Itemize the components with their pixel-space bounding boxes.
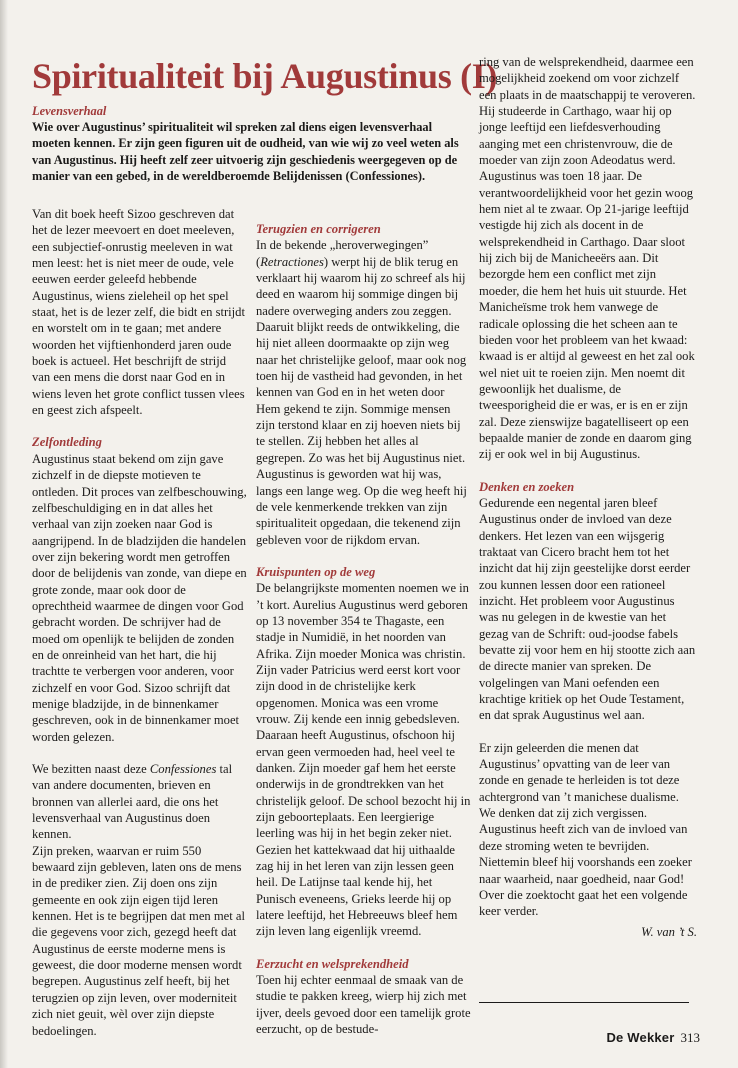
paragraph: [256, 237, 471, 548]
section-heading-kruispunten: Kruispunten op de weg: [256, 564, 376, 579]
page-edge-shadow: [0, 0, 8, 1068]
page-footer: [560, 1030, 700, 1046]
paragraph: Augustinus staat bekend om zijn gave zichzelf in de diepste motieven te ontleden. Dit proces van zelfbeschouwing, zelfbeschuldiging en in dat alles het verhaal van zijn zoeken naar God is aangrijpend. In de bladzijden die handelen over zijn bekering wordt men getroffen door de belijdenis van zonde, van diepe en grote zonde, maar ook door de oprechtheid waarmee de dingen voor God gebracht worden. De schrijver had de moed om openlijk te belijden de zonden en de onreinheid van het hart, die hij trachtte te verbergen voor anderen, voor zichzelf en voor God. Sizoo schrijft dat menige bladzijde, in de binnenkamer geschreven, ook in de binnenkamer moet worden gelezen.: [32, 451, 247, 744]
paragraph: Toen hij echter eenmaal de smaak van de studie te pakken kreeg, wierp hij zich met ijver, deels gevoed door een tamelijk grote eerzucht, op de bestude-: [256, 973, 471, 1037]
column-1: [32, 206, 247, 1055]
paragraph: Zijn preken, waarvan er ruim 550 bewaard zijn gebleven, laten ons de mens in de prediker zien. Zij doen ons zijn gemeente en ook zijn eigen tijd leren kennen. Het is te begrijpen dat men met al die gegevens voor zich, gezegd heeft dat Augustinus de eerste moderne mens is geweest, die door moderne mensen wordt begrepen. Augustinus zelf heeft, bij het terugzien op zijn leven, over moderniteit zich niet geuit, wèl over zijn diepste bedoelingen.: [32, 843, 245, 1038]
italic-title: Retractiones: [260, 254, 324, 269]
paragraph: Van dit boek heeft Sizoo geschreven dat het de lezer meevoert en doet meeleven, een subjectief-onrustig meeleven in wat men leest: het is niet meer de oude, vele eeuwen eerder geleefd hebbende Augustinus, wiens zieleheil op het spel staat, het is de lezer zelf, die bidt en strijdt en worstelt om in te gaan; met andere woorden het vijftienhonderd jaren oude boek is actueel. Het beschrijft de strijd van een mens die dorst naar God en in wiens leven het grote conflict tussen vlees en geest zich afspeelt.: [32, 207, 245, 418]
magazine-name: De Wekker: [606, 1030, 675, 1045]
section-heading-denken: Denken en zoeken: [479, 479, 575, 494]
text-run: We bezitten naast deze: [32, 762, 150, 776]
column-2: [256, 221, 471, 1054]
paragraph: [32, 761, 247, 843]
column-3: [479, 54, 697, 940]
author-signature: W. van ’t S.: [641, 924, 697, 939]
page-number: 313: [680, 1030, 700, 1045]
italic-title: Confessiones: [149, 762, 217, 776]
footer-rule: [479, 1002, 689, 1003]
section-heading-zelfontleding: Zelfontleding: [32, 435, 102, 450]
paragraph: Gedurende een negental jaren bleef Augustinus onder de invloed van deze denkers. Het lezen van een wijsgerig traktaat van Cicero bracht hem tot het inzicht dat hij zijn geestelijke dorst eerder zou kunnen lessen door een rationeel inzicht. Het probleem voor Augustinus was nu gelegen in de kwestie van het gezag van de Schrift: oud-joodse fabels bevatte zij voor hem en hij stootte zich aan de directe manier van spreken. De volgelingen van Mani oefenden een krachtige kritiek op het Oude Testament, en dat sprak Augustinus wel aan.: [479, 495, 696, 723]
paragraph: De belangrijkste momenten noemen we in ’t kort. Aurelius Augustinus werd geboren op 13 november 354 te Thagaste, een stadje in Numidië, in het noorden van Afrika. Zijn moeder Monica was christin. Zijn vader Patricius werd eerst kort voor zijn dood in de christelijke kerk opgenomen. Monica was een vrome vrouw. Zij kende een innig gebedsleven. Daaraan heeft Augustinus, ofschoon hij ervan geen vermoeden had, heel veel te danken. Zijn moeder gaf hem het eerste onderwijs in de grondtrekken van het christelijk geloof. De school bezocht hij in zijn geboorteplaats. Een leergierige leerling was hij in het begin zeker niet. Gezien het kattekwaad dat hij uithaalde zag hij in het leren van zijn lessen geen heil. De Latijnse taal kende hij, het Punisch eveneens, Grieks leerde hij op latere leeftijd, het Hebreeuws bleef hem zijn leven lang eigenlijk vreemd.: [256, 581, 471, 939]
intro-kicker: Levensverhaal: [32, 104, 107, 118]
paragraph: Er zijn geleerden die menen dat Augustinus’ opvatting van de leer van zonde en genade te herleiden is tot deze achtergrond van ’t manichese dualisme. We denken dat zij zich vergissen. Augustinus heeft zich van de invloed van deze stroming weten te bevrijden. Niettemin bleef hij voorshands een zoeker naar waarheid, naar goedheid, naar God! Over die zoektocht gaat het een volgende keer verder.: [479, 740, 692, 919]
text-run: ) werpt hij de blik terug en verklaart hij waarom hij zo schreef als hij deed en waarom hij sommige dingen bij nadere overweging anders zou zeggen. Daaruit blijkt reeds de ontwikkeling, die hij niet alleen doormaakte op zijn weg naar het christelijke geloof, maar ook nog toen hij de vastheid had gevonden, in het kennen van God en in het weten door Hem gekend te zijn. Sommige mensen zijn terstond klaar en zij hoeven niets bij te stellen. Zij hebben het alles al gegrepen. Zo was het bij Augustinus niet. Augustinus is geworden wat hij was, langs een lange weg. Op die weg heeft hij de vele kenmerkende trekken van zijn spiritualiteit opgedaan, die tekenend zijn gebleven voor de rijkdom ervan.: [256, 254, 467, 547]
section-heading-terugzien: Terugzien en corrigeren: [256, 222, 381, 236]
text-run: tal van andere documenten, brieven en bronnen van allerlei aard, die ons het levensverhaal van Augustinus doen kennen.: [32, 762, 233, 842]
article-title: Spiritualiteit bij Augustinus (I): [32, 56, 498, 96]
section-heading-eerzucht: Eerzucht en welsprekendheid: [256, 956, 409, 971]
paragraph: ring van de welsprekendheid, daarmee een mogelijkheid zoekend om voor zichzelf een plaats in de maatschappij te veroveren. Hij studeerde in Carthago, waar hij op jonge leeftijd een liefdesverhouding aanging met een christenvrouw, die de moeder van zijn zoon Adeodatus werd. Augustinus was toen 18 jaar. De verantwoordelijkheid voor het gezin woog hem niet al te zwaar. Op 21-jarige leeftijd vestigde hij zich als docent in de welsprekendheid in Carthago. Daar sloot hij zich bij de Manicheeërs aan. Dit bezorgde hem een conflict met zijn moeder, die hem het huis uit stuurde. Het Manicheïsme trok hem vanwege de radicale oplossing die het scheen aan te bieden voor het probleem van het kwaad: kwaad is er altijd al geweest en het zal ook wel niet uit te roeien zijn. Men noemt dit gewoonlijk het dualisme, de tweesporigheid die er was, er is en er zijn zal. Deze zienswijze bagatelliseert op een bepaalde manier de zonde en daarom ging zij er ook wel in bij Augustinus.: [479, 55, 696, 462]
intro-text: Wie over Augustinus’ spiritualiteit wil spreken zal diens eigen levensverhaal moeten kennen. Er zijn geen figuren uit de oudheid, van wie wij zo veel weten als van Augustinus. Hij heeft zelf zeer uitvoerig zijn geschiedenis weergegeven op de manier van een gebed, in de wereldberoemde Belijdenissen (Confessiones).: [32, 120, 459, 183]
text-run: In de bekende „heroverwegingen” (: [256, 238, 429, 269]
article-intro: [32, 103, 462, 184]
